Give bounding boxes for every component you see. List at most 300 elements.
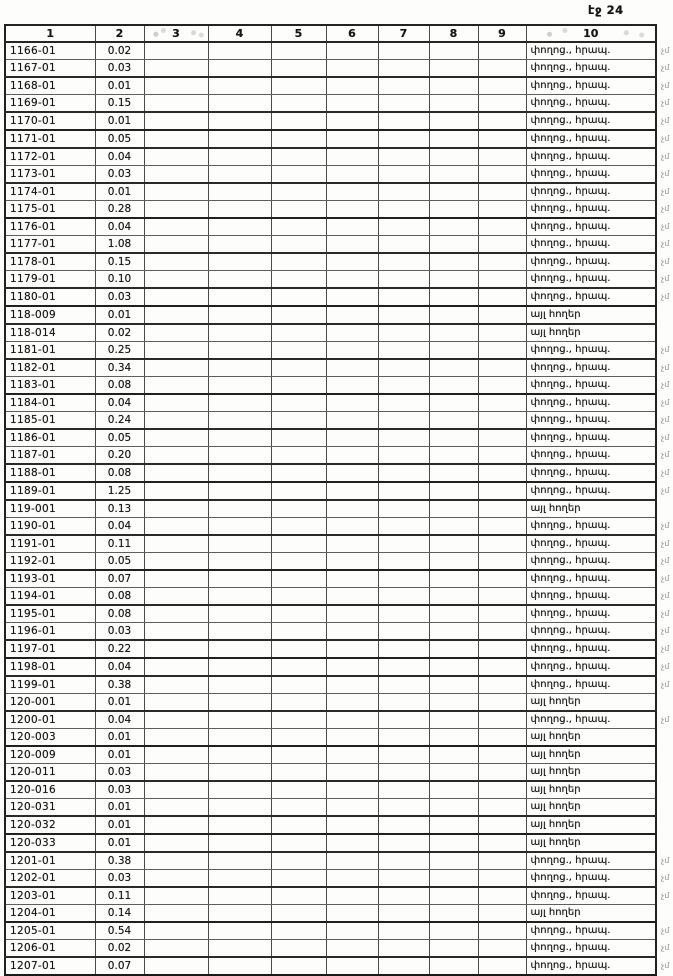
empty-cell [144, 464, 208, 482]
empty-cell [326, 570, 378, 588]
empty-cell [208, 658, 271, 676]
empty-cell [378, 764, 429, 782]
column-header-10: 10 [526, 25, 656, 42]
table-row [5, 887, 673, 905]
empty-cell [378, 447, 429, 465]
empty-cell [429, 711, 478, 729]
empty-cell [326, 658, 378, 676]
area-value-cell: 0.04 [95, 658, 144, 676]
empty-cell [144, 95, 208, 113]
empty-cell [429, 605, 478, 623]
empty-cell [326, 922, 378, 940]
table-row [5, 676, 673, 694]
table-row [5, 77, 673, 95]
table-row [5, 764, 673, 782]
table-row [5, 183, 673, 201]
empty-cell [378, 500, 429, 518]
empty-cell [208, 60, 271, 78]
empty-cell [478, 412, 526, 430]
margin-mark [656, 799, 673, 817]
margin-mark: չմ [661, 450, 670, 460]
empty-cell [478, 77, 526, 95]
empty-cell [478, 464, 526, 482]
empty-cell [208, 764, 271, 782]
empty-cell [429, 957, 478, 976]
empty-cell [429, 148, 478, 166]
table-body [5, 42, 673, 976]
empty-cell [144, 746, 208, 764]
land-use-cell: փողոց., հրապ. [526, 553, 656, 571]
empty-cell [478, 42, 526, 60]
land-use-cell: փողոց., հրապ. [526, 482, 656, 500]
land-use-cell: փողոց., հրապ. [526, 640, 656, 658]
empty-cell [208, 922, 271, 940]
table-row [5, 95, 673, 113]
area-value-cell: 0.34 [95, 359, 144, 377]
empty-cell [478, 271, 526, 289]
margin-mark [656, 694, 673, 712]
area-value-cell: 0.38 [95, 676, 144, 694]
empty-cell [429, 377, 478, 395]
parcel-code-cell: 1199-01 [5, 676, 95, 694]
table-header-row [5, 25, 673, 42]
empty-cell [478, 746, 526, 764]
parcel-code-cell: 1182-01 [5, 359, 95, 377]
empty-cell [208, 852, 271, 870]
empty-cell [271, 518, 326, 536]
empty-cell [326, 359, 378, 377]
land-parcel-table [4, 24, 673, 976]
empty-cell [144, 816, 208, 834]
empty-cell [429, 112, 478, 130]
land-use-cell: փողոց., հրապ. [526, 588, 656, 606]
table-row [5, 201, 673, 219]
land-use-cell: փողոց., հրապ. [526, 218, 656, 236]
area-value-cell: 0.20 [95, 447, 144, 465]
margin-mark: չմ [661, 573, 670, 583]
parcel-code-cell: 1202-01 [5, 870, 95, 888]
empty-cell [326, 342, 378, 360]
empty-cell [429, 394, 478, 412]
table-row [5, 60, 673, 78]
empty-cell [429, 553, 478, 571]
empty-cell [326, 887, 378, 905]
empty-cell [378, 324, 429, 342]
empty-cell [271, 60, 326, 78]
empty-cell [144, 588, 208, 606]
parcel-code-cell: 120-032 [5, 816, 95, 834]
empty-cell [378, 253, 429, 271]
empty-cell [271, 870, 326, 888]
area-value-cell: 0.01 [95, 306, 144, 324]
area-value-cell: 0.05 [95, 553, 144, 571]
column-header-3: 3 [144, 25, 208, 42]
empty-cell [326, 42, 378, 60]
area-value-cell: 0.03 [95, 288, 144, 306]
empty-cell [271, 746, 326, 764]
empty-cell [271, 482, 326, 500]
column-header-7: 7 [378, 25, 429, 42]
parcel-code-cell: 1205-01 [5, 922, 95, 940]
area-value-cell: 0.15 [95, 253, 144, 271]
empty-cell [271, 711, 326, 729]
empty-cell [378, 183, 429, 201]
empty-cell [144, 640, 208, 658]
empty-cell [378, 816, 429, 834]
table-row [5, 834, 673, 852]
empty-cell [429, 588, 478, 606]
empty-cell [208, 253, 271, 271]
margin-mark: չմ [661, 345, 670, 355]
parcel-code-cell: 1201-01 [5, 852, 95, 870]
table-row [5, 429, 673, 447]
empty-cell [144, 359, 208, 377]
empty-cell [144, 342, 208, 360]
margin-mark: չմ [661, 221, 670, 231]
land-use-cell: այլ հողեր [526, 746, 656, 764]
empty-cell [478, 922, 526, 940]
empty-cell [429, 271, 478, 289]
empty-cell [326, 588, 378, 606]
table-row [5, 112, 673, 130]
land-use-cell: փողոց., հրապ. [526, 940, 656, 958]
parcel-code-cell: 119-001 [5, 500, 95, 518]
empty-cell [326, 764, 378, 782]
parcel-code-cell: 120-031 [5, 799, 95, 817]
empty-cell [144, 570, 208, 588]
empty-cell [429, 166, 478, 184]
empty-cell [478, 535, 526, 553]
area-value-cell: 0.03 [95, 764, 144, 782]
empty-cell [478, 799, 526, 817]
margin-mark [656, 306, 673, 324]
empty-cell [271, 148, 326, 166]
empty-cell [378, 412, 429, 430]
empty-cell [271, 183, 326, 201]
area-value-cell: 0.03 [95, 623, 144, 641]
empty-cell [478, 694, 526, 712]
empty-cell [144, 605, 208, 623]
parcel-code-cell: 1188-01 [5, 464, 95, 482]
empty-cell [378, 922, 429, 940]
land-use-cell: այլ հողեր [526, 781, 656, 799]
land-use-cell: այլ հողեր [526, 694, 656, 712]
parcel-code-cell: 1169-01 [5, 95, 95, 113]
empty-cell [208, 166, 271, 184]
table-row [5, 377, 673, 395]
land-use-cell: փողոց., հրապ. [526, 236, 656, 254]
empty-cell [271, 588, 326, 606]
empty-cell [478, 148, 526, 166]
margin-mark [656, 816, 673, 834]
margin-mark: չմ [661, 432, 670, 442]
parcel-code-cell: 1168-01 [5, 77, 95, 95]
parcel-code-cell: 120-011 [5, 764, 95, 782]
empty-cell [429, 694, 478, 712]
land-use-cell: փողոց., հրապ. [526, 77, 656, 95]
empty-cell [208, 342, 271, 360]
parcel-code-cell: 120-016 [5, 781, 95, 799]
empty-cell [478, 324, 526, 342]
empty-cell [429, 799, 478, 817]
parcel-code-cell: 1195-01 [5, 605, 95, 623]
empty-cell [144, 429, 208, 447]
parcel-code-cell: 1181-01 [5, 342, 95, 360]
empty-cell [326, 201, 378, 219]
empty-cell [271, 764, 326, 782]
empty-cell [208, 377, 271, 395]
empty-cell [378, 658, 429, 676]
empty-cell [326, 412, 378, 430]
empty-cell [326, 518, 378, 536]
empty-cell [478, 112, 526, 130]
empty-cell [429, 306, 478, 324]
table-row [5, 500, 673, 518]
empty-cell [326, 253, 378, 271]
land-use-cell: փողոց., հրապ. [526, 676, 656, 694]
empty-cell [326, 676, 378, 694]
empty-cell [208, 834, 271, 852]
empty-cell [429, 658, 478, 676]
empty-cell [208, 676, 271, 694]
empty-cell [271, 957, 326, 976]
empty-cell [429, 201, 478, 219]
margin-mark: չմ [661, 239, 670, 249]
land-use-cell: փողոց., հրապ. [526, 535, 656, 553]
empty-cell [326, 870, 378, 888]
land-use-cell: փողոց., հրապ. [526, 658, 656, 676]
empty-cell [326, 288, 378, 306]
empty-cell [144, 324, 208, 342]
empty-cell [326, 218, 378, 236]
empty-cell [478, 306, 526, 324]
margin-mark: չմ [661, 679, 670, 689]
land-use-cell: փողոց., հրապ. [526, 342, 656, 360]
margin-mark: չմ [661, 151, 670, 161]
empty-cell [144, 447, 208, 465]
table-row [5, 482, 673, 500]
empty-cell [144, 781, 208, 799]
table-row [5, 711, 673, 729]
margin-mark: չմ [661, 134, 670, 143]
empty-cell [378, 464, 429, 482]
land-use-cell: փողոց., հրապ. [526, 271, 656, 289]
parcel-code-cell: 1204-01 [5, 905, 95, 923]
empty-cell [326, 60, 378, 78]
margin-mark: չմ [661, 608, 670, 618]
area-value-cell: 0.02 [95, 42, 144, 60]
table-row [5, 640, 673, 658]
empty-cell [378, 166, 429, 184]
empty-cell [429, 130, 478, 148]
area-value-cell: 1.25 [95, 482, 144, 500]
parcel-code-cell: 1203-01 [5, 887, 95, 905]
empty-cell [478, 623, 526, 641]
empty-cell [326, 429, 378, 447]
empty-cell [378, 236, 429, 254]
empty-cell [378, 218, 429, 236]
empty-cell [208, 623, 271, 641]
parcel-code-cell: 1194-01 [5, 588, 95, 606]
empty-cell [478, 905, 526, 923]
area-value-cell: 0.13 [95, 500, 144, 518]
empty-cell [271, 130, 326, 148]
empty-cell [378, 799, 429, 817]
empty-cell [271, 271, 326, 289]
empty-cell [271, 306, 326, 324]
empty-cell [378, 288, 429, 306]
margin-mark: չմ [661, 274, 670, 284]
empty-cell [271, 412, 326, 430]
area-value-cell: 0.08 [95, 588, 144, 606]
empty-cell [378, 640, 429, 658]
empty-cell [144, 905, 208, 923]
area-value-cell: 0.01 [95, 112, 144, 130]
margin-mark: չմ [661, 925, 670, 935]
area-value-cell: 0.14 [95, 905, 144, 923]
area-value-cell: 0.22 [95, 640, 144, 658]
empty-cell [429, 887, 478, 905]
table-row [5, 905, 673, 923]
parcel-code-cell: 1190-01 [5, 518, 95, 536]
land-use-cell: փողոց., հրապ. [526, 394, 656, 412]
land-use-cell: փողոց., հրապ. [526, 166, 656, 184]
empty-cell [208, 412, 271, 430]
margin-spacer [656, 25, 673, 42]
empty-cell [208, 112, 271, 130]
empty-cell [271, 781, 326, 799]
empty-cell [378, 957, 429, 976]
land-use-cell: փողոց., հրապ. [526, 870, 656, 888]
empty-cell [429, 42, 478, 60]
area-value-cell: 0.07 [95, 957, 144, 976]
empty-cell [326, 183, 378, 201]
empty-cell [208, 77, 271, 95]
land-use-cell: փողոց., հրապ. [526, 377, 656, 395]
empty-cell [478, 887, 526, 905]
column-header-2: 2 [95, 25, 144, 42]
empty-cell [144, 623, 208, 641]
table-row [5, 957, 673, 976]
area-value-cell: 0.01 [95, 694, 144, 712]
margin-mark [656, 500, 673, 518]
empty-cell [378, 781, 429, 799]
empty-cell [208, 95, 271, 113]
margin-mark: չմ [661, 45, 670, 55]
empty-cell [429, 676, 478, 694]
empty-cell [478, 166, 526, 184]
area-value-cell: 0.04 [95, 394, 144, 412]
empty-cell [271, 236, 326, 254]
parcel-code-cell: 1185-01 [5, 412, 95, 430]
table-row [5, 852, 673, 870]
empty-cell [208, 306, 271, 324]
table-row [5, 218, 673, 236]
empty-cell [144, 940, 208, 958]
empty-cell [144, 694, 208, 712]
table-row [5, 166, 673, 184]
land-use-cell: փողոց., հրապ. [526, 130, 656, 148]
empty-cell [378, 429, 429, 447]
empty-cell [478, 429, 526, 447]
empty-cell [208, 518, 271, 536]
table-row [5, 570, 673, 588]
empty-cell [208, 553, 271, 571]
empty-cell [429, 464, 478, 482]
margin-mark: չմ [661, 961, 670, 971]
empty-cell [144, 412, 208, 430]
column-header-1: 1 [5, 25, 95, 42]
empty-cell [326, 905, 378, 923]
empty-cell [478, 816, 526, 834]
margin-mark [656, 729, 673, 747]
empty-cell [478, 570, 526, 588]
empty-cell [326, 324, 378, 342]
parcel-code-cell: 120-003 [5, 729, 95, 747]
parcel-code-cell: 1191-01 [5, 535, 95, 553]
empty-cell [429, 77, 478, 95]
parcel-code-cell: 1207-01 [5, 957, 95, 976]
table-row [5, 694, 673, 712]
empty-cell [429, 852, 478, 870]
empty-cell [144, 729, 208, 747]
empty-cell [378, 905, 429, 923]
empty-cell [378, 694, 429, 712]
land-use-cell: փողոց., հրապ. [526, 957, 656, 976]
land-use-cell: փողոց., հրապ. [526, 605, 656, 623]
empty-cell [144, 236, 208, 254]
empty-cell [144, 288, 208, 306]
empty-cell [429, 60, 478, 78]
parcel-code-cell: 1173-01 [5, 166, 95, 184]
empty-cell [144, 201, 208, 219]
table-row [5, 746, 673, 764]
parcel-code-cell: 1172-01 [5, 148, 95, 166]
margin-mark [656, 324, 673, 342]
table-row [5, 148, 673, 166]
empty-cell [144, 500, 208, 518]
area-value-cell: 0.10 [95, 271, 144, 289]
empty-cell [208, 288, 271, 306]
empty-cell [208, 394, 271, 412]
empty-cell [429, 253, 478, 271]
table-row [5, 816, 673, 834]
margin-mark: չմ [661, 486, 670, 495]
land-use-cell: այլ հողեր [526, 729, 656, 747]
table-row [5, 535, 673, 553]
empty-cell [478, 605, 526, 623]
empty-cell [144, 887, 208, 905]
empty-cell [271, 905, 326, 923]
empty-cell [478, 482, 526, 500]
empty-cell [271, 816, 326, 834]
empty-cell [478, 130, 526, 148]
empty-cell [429, 940, 478, 958]
land-use-cell: փողոց., հրապ. [526, 183, 656, 201]
empty-cell [429, 623, 478, 641]
area-value-cell: 0.03 [95, 60, 144, 78]
empty-cell [478, 852, 526, 870]
empty-cell [208, 271, 271, 289]
table-row [5, 412, 673, 430]
area-value-cell: 0.54 [95, 922, 144, 940]
parcel-code-cell: 1175-01 [5, 201, 95, 219]
empty-cell [208, 694, 271, 712]
empty-cell [326, 535, 378, 553]
margin-mark: չմ [661, 890, 670, 900]
empty-cell [208, 130, 271, 148]
empty-cell [271, 429, 326, 447]
